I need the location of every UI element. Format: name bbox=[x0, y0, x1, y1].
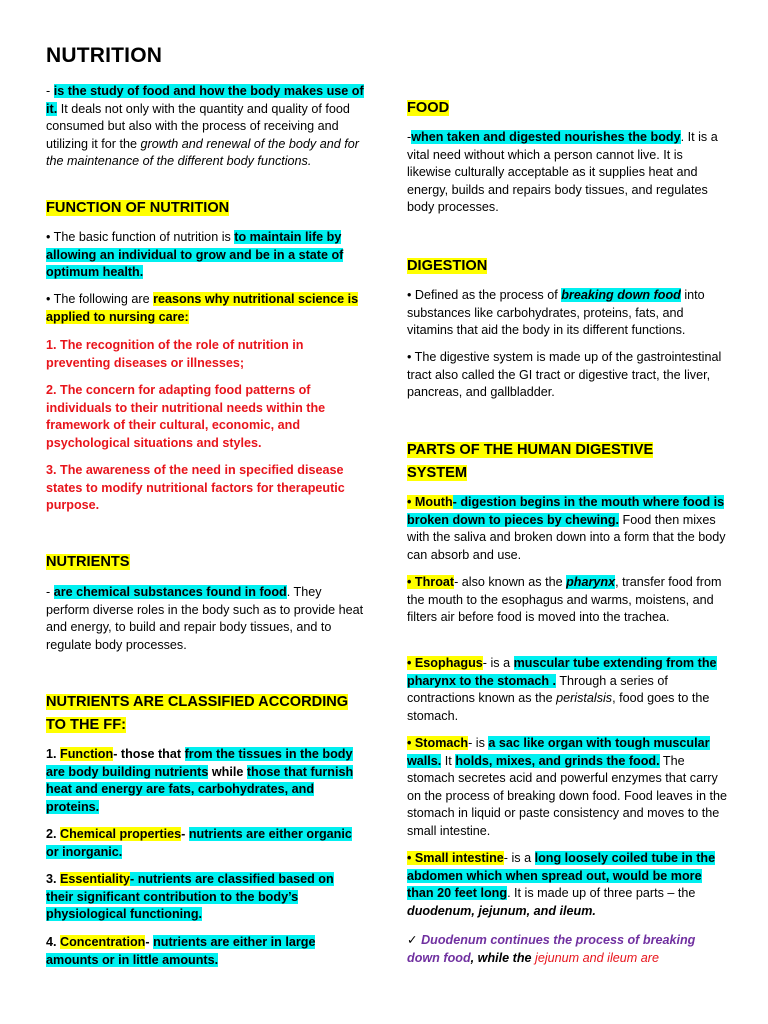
reason-3: 3. The awareness of the need in specified disease states to modify nutritional factors for therapeutic purpose. bbox=[46, 463, 345, 513]
reason-1: 1. The recognition of the role of nutrition in preventing diseases or illnesses; bbox=[46, 338, 304, 370]
classified-item-2: 2. Chemical properties- nutrients are either organic or inorganic. bbox=[46, 827, 352, 859]
food-highlight: when taken and digested nourishes the body bbox=[411, 130, 681, 144]
nutrients-paragraph: - are chemical substances found in food. They perform diverse roles in the body such as to provide heat and energy, to build and repair body tissues, and to regulate body processes. bbox=[46, 585, 364, 652]
intro-highlight: is the study of food and how the body makes use of it. bbox=[46, 84, 364, 116]
function-heading: FUNCTION OF NUTRITION bbox=[46, 200, 230, 216]
food-heading: FOOD bbox=[407, 100, 450, 116]
intro-italic: growth and renewal of the body and for the maintenance of the different body functions. bbox=[46, 136, 359, 169]
part-small-intestine: • Small intestine- is a long loosely coiled tube in the abdomen which when spread out, would be more than 20 feet long. It is made up of three parts – the duodenum, jejunum, and ileum. bbox=[407, 851, 716, 918]
part-throat: • Throat- also known as the pharynx, transfer food from the mouth to the esophagus and warms, moistens, and filters air before food is moved into the trachea. bbox=[407, 575, 722, 625]
page-title: NUTRITION bbox=[46, 44, 163, 67]
check-icon: ✓ bbox=[407, 933, 422, 947]
nutrients-highlight: are chemical substances found in food bbox=[53, 585, 287, 599]
function-paragraph-2: • The following are reasons why nutritional science is applied to nursing care: bbox=[46, 292, 359, 324]
digestion-highlight: breaking down food bbox=[561, 288, 681, 302]
classified-heading: NUTRIENTS ARE CLASSIFIED ACCORDING TO THE FF: bbox=[46, 694, 349, 733]
classified-item-1: 1. Function- those that from the tissues in the body are body building nutrients while those that furnish heat and energy are fats, carbohydrates, and proteins. bbox=[46, 747, 354, 814]
food-paragraph: -when taken and digested nourishes the body. It is a vital need without which a person cannot live. It is likewise culturally acceptable as it supplies heat and energy, builds and repairs body tissues, and regulates body processes. bbox=[407, 130, 718, 215]
digestion-paragraph-2: • The digestive system is made up of the gastrointestinal tract also called the GI tract or digestive tract, the liver, pancreas, and gallbladder. bbox=[407, 350, 722, 400]
function-highlight-2: reasons why nutritional science is applied to nursing care: bbox=[46, 292, 359, 324]
nutrients-heading: NUTRIENTS bbox=[46, 554, 130, 570]
intro-text: It deals not only with the quantity and quality of food consumed but also with the process of receiving and utilizing it for the bbox=[46, 101, 350, 151]
parts-heading: PARTS OF THE HUMAN DIGESTIVE SYSTEM bbox=[407, 442, 654, 481]
duodenum-note: ✓ Duodenum continues the process of breaking down food, while the jejunum and ileum are bbox=[407, 933, 696, 965]
intro-paragraph bbox=[46, 83, 364, 171]
part-mouth: • Mouth- digestion begins in the mouth where food is broken down to pieces by chewing. Food then mixes with the saliva and broken down into a form that the body can absorb and use. bbox=[407, 495, 726, 562]
classified-item-4: 4. Concentration- nutrients are either in large amounts or in little amounts. bbox=[46, 935, 316, 967]
function-highlight-1: to maintain life by allowing an individual to grow and be in a state of optimum health. bbox=[46, 230, 344, 280]
part-stomach: • Stomach- is a sac like organ with tough muscular walls. It holds, mixes, and grinds the food. The stomach secretes acid and powerful enzymes that carry on the process of breaking down food. Food leaves in the stomach in liquid or paste consistency and moves to the small intestine. bbox=[407, 736, 727, 838]
digestion-paragraph-1: • Defined as the process of breaking down food into substances like carbohydrates, proteins, fats, and vitamins that aid the body in its different functions. bbox=[407, 288, 705, 338]
function-paragraph-1: • The basic function of nutrition is to maintain life by allowing an individual to grow and be in a state of optimum health. bbox=[46, 230, 344, 280]
intro-dash: - bbox=[46, 84, 54, 98]
reason-2: 2. The concern for adapting food patterns of individuals to their nutritional needs within the framework of their cultural, economic, and psychological situations and styles. bbox=[46, 383, 326, 450]
classified-item-3: 3. Essentiality- nutrients are classified based on their significant contribution to the body’s physiological functioning. bbox=[46, 872, 334, 922]
part-esophagus: • Esophagus- is a muscular tube extending from the pharynx to the stomach . Through a series of contractions known as the peristalsis, food goes to the stomach. bbox=[407, 656, 717, 723]
digestion-heading: DIGESTION bbox=[407, 258, 488, 274]
